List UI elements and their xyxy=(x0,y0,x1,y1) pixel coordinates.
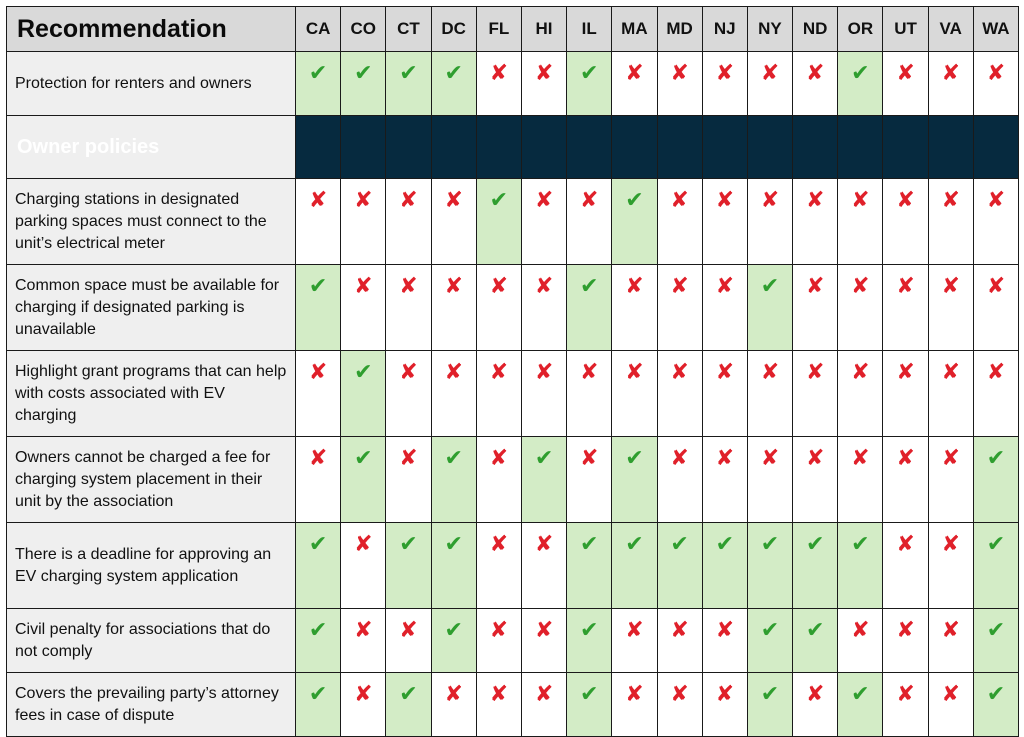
row-label: Civil penalty for associations that do not comply xyxy=(7,609,296,673)
cross-icon: ✘ xyxy=(838,179,883,265)
cross-icon: ✘ xyxy=(973,179,1018,265)
cross-icon: ✘ xyxy=(793,179,838,265)
section-filler-cell xyxy=(838,116,883,179)
header-state-ct: CT xyxy=(386,7,431,52)
section-filler-cell xyxy=(341,116,386,179)
check-icon: ✔ xyxy=(567,265,612,351)
section-filler-cell xyxy=(431,116,476,179)
header-row xyxy=(7,7,1019,52)
cross-icon: ✘ xyxy=(386,265,431,351)
check-icon: ✔ xyxy=(793,523,838,609)
cross-icon: ✘ xyxy=(838,351,883,437)
check-icon: ✔ xyxy=(341,52,386,116)
check-icon: ✔ xyxy=(296,609,341,673)
table-row xyxy=(7,523,1019,609)
cross-icon: ✘ xyxy=(431,265,476,351)
cross-icon: ✘ xyxy=(928,437,973,523)
cross-icon: ✘ xyxy=(973,52,1018,116)
cross-icon: ✘ xyxy=(431,179,476,265)
header-state-ca: CA xyxy=(296,7,341,52)
check-icon: ✔ xyxy=(341,351,386,437)
check-icon: ✔ xyxy=(747,265,792,351)
cross-icon: ✘ xyxy=(883,673,928,737)
cross-icon: ✘ xyxy=(928,52,973,116)
cross-icon: ✘ xyxy=(612,673,657,737)
cross-icon: ✘ xyxy=(567,351,612,437)
section-filler-cell xyxy=(702,116,747,179)
cross-icon: ✘ xyxy=(657,437,702,523)
check-icon: ✔ xyxy=(838,52,883,116)
check-icon: ✔ xyxy=(747,609,792,673)
check-icon: ✔ xyxy=(973,673,1018,737)
check-icon: ✔ xyxy=(973,609,1018,673)
header-state-fl: FL xyxy=(476,7,521,52)
cross-icon: ✘ xyxy=(612,609,657,673)
policy-table-wrapper xyxy=(6,6,1019,737)
check-icon: ✔ xyxy=(612,523,657,609)
cross-icon: ✘ xyxy=(793,351,838,437)
check-icon: ✔ xyxy=(386,523,431,609)
cross-icon: ✘ xyxy=(747,52,792,116)
cross-icon: ✘ xyxy=(431,351,476,437)
check-icon: ✔ xyxy=(612,437,657,523)
row-label: Highlight grant programs that can help with costs associated with EV charging xyxy=(7,351,296,437)
header-state-co: CO xyxy=(341,7,386,52)
check-icon: ✔ xyxy=(838,673,883,737)
check-icon: ✔ xyxy=(521,437,566,523)
check-icon: ✔ xyxy=(747,673,792,737)
cross-icon: ✘ xyxy=(521,351,566,437)
table-row xyxy=(7,52,1019,116)
cross-icon: ✘ xyxy=(928,673,973,737)
cross-icon: ✘ xyxy=(883,609,928,673)
cross-icon: ✘ xyxy=(657,351,702,437)
cross-icon: ✘ xyxy=(657,265,702,351)
cross-icon: ✘ xyxy=(838,609,883,673)
cross-icon: ✘ xyxy=(476,351,521,437)
header-title: Recommendation xyxy=(7,7,296,52)
section-filler-cell xyxy=(567,116,612,179)
cross-icon: ✘ xyxy=(883,351,928,437)
table-row xyxy=(7,437,1019,523)
cross-icon: ✘ xyxy=(521,523,566,609)
check-icon: ✔ xyxy=(747,523,792,609)
section-filler-cell xyxy=(521,116,566,179)
section-filler-cell xyxy=(612,116,657,179)
section-filler-cell xyxy=(928,116,973,179)
cross-icon: ✘ xyxy=(386,179,431,265)
row-label: There is a deadline for approving an EV charging system application xyxy=(7,523,296,609)
cross-icon: ✘ xyxy=(476,673,521,737)
row-label: Charging stations in designated parking spaces must connect to the unit’s electrical meter xyxy=(7,179,296,265)
cross-icon: ✘ xyxy=(973,351,1018,437)
header-state-wa: WA xyxy=(973,7,1018,52)
check-icon: ✔ xyxy=(431,437,476,523)
cross-icon: ✘ xyxy=(928,179,973,265)
cross-icon: ✘ xyxy=(612,265,657,351)
section-header-row xyxy=(7,116,1019,179)
cross-icon: ✘ xyxy=(567,437,612,523)
cross-icon: ✘ xyxy=(341,673,386,737)
section-filler-cell xyxy=(747,116,792,179)
cross-icon: ✘ xyxy=(567,179,612,265)
section-filler-cell xyxy=(793,116,838,179)
cross-icon: ✘ xyxy=(883,179,928,265)
cross-icon: ✘ xyxy=(341,179,386,265)
section-filler-cell xyxy=(296,116,341,179)
check-icon: ✔ xyxy=(386,673,431,737)
check-icon: ✔ xyxy=(838,523,883,609)
cross-icon: ✘ xyxy=(793,673,838,737)
check-icon: ✔ xyxy=(567,609,612,673)
cross-icon: ✘ xyxy=(793,265,838,351)
check-icon: ✔ xyxy=(973,437,1018,523)
cross-icon: ✘ xyxy=(793,437,838,523)
cross-icon: ✘ xyxy=(476,523,521,609)
cross-icon: ✘ xyxy=(341,265,386,351)
check-icon: ✔ xyxy=(657,523,702,609)
header-state-or: OR xyxy=(838,7,883,52)
cross-icon: ✘ xyxy=(702,609,747,673)
cross-icon: ✘ xyxy=(521,265,566,351)
cross-icon: ✘ xyxy=(702,179,747,265)
cross-icon: ✘ xyxy=(521,179,566,265)
cross-icon: ✘ xyxy=(341,523,386,609)
cross-icon: ✘ xyxy=(476,52,521,116)
row-label: Common space must be available for charging if designated parking is unavailable xyxy=(7,265,296,351)
check-icon: ✔ xyxy=(296,673,341,737)
section-title: Owner policies xyxy=(7,116,296,179)
cross-icon: ✘ xyxy=(838,265,883,351)
check-icon: ✔ xyxy=(793,609,838,673)
cross-icon: ✘ xyxy=(702,673,747,737)
cross-icon: ✘ xyxy=(928,265,973,351)
cross-icon: ✘ xyxy=(883,52,928,116)
check-icon: ✔ xyxy=(973,523,1018,609)
cross-icon: ✘ xyxy=(657,609,702,673)
cross-icon: ✘ xyxy=(612,351,657,437)
check-icon: ✔ xyxy=(567,673,612,737)
check-icon: ✔ xyxy=(567,52,612,116)
cross-icon: ✘ xyxy=(702,265,747,351)
check-icon: ✔ xyxy=(341,437,386,523)
cross-icon: ✘ xyxy=(476,265,521,351)
cross-icon: ✘ xyxy=(386,437,431,523)
section-filler-cell xyxy=(386,116,431,179)
header-state-va: VA xyxy=(928,7,973,52)
cross-icon: ✘ xyxy=(476,609,521,673)
check-icon: ✔ xyxy=(476,179,521,265)
cross-icon: ✘ xyxy=(702,351,747,437)
cross-icon: ✘ xyxy=(747,351,792,437)
table-row xyxy=(7,351,1019,437)
cross-icon: ✘ xyxy=(341,609,386,673)
cross-icon: ✘ xyxy=(657,673,702,737)
cross-icon: ✘ xyxy=(657,179,702,265)
cross-icon: ✘ xyxy=(521,609,566,673)
header-state-nd: ND xyxy=(793,7,838,52)
table-row xyxy=(7,179,1019,265)
cross-icon: ✘ xyxy=(928,351,973,437)
header-state-md: MD xyxy=(657,7,702,52)
cross-icon: ✘ xyxy=(296,351,341,437)
check-icon: ✔ xyxy=(386,52,431,116)
cross-icon: ✘ xyxy=(928,609,973,673)
header-state-dc: DC xyxy=(431,7,476,52)
table-row xyxy=(7,673,1019,737)
cross-icon: ✘ xyxy=(973,265,1018,351)
header-state-ut: UT xyxy=(883,7,928,52)
check-icon: ✔ xyxy=(431,523,476,609)
cross-icon: ✘ xyxy=(296,437,341,523)
cross-icon: ✘ xyxy=(883,437,928,523)
check-icon: ✔ xyxy=(296,265,341,351)
check-icon: ✔ xyxy=(567,523,612,609)
cross-icon: ✘ xyxy=(386,609,431,673)
cross-icon: ✘ xyxy=(747,179,792,265)
section-filler-cell xyxy=(476,116,521,179)
cross-icon: ✘ xyxy=(838,437,883,523)
check-icon: ✔ xyxy=(431,52,476,116)
check-icon: ✔ xyxy=(702,523,747,609)
check-icon: ✔ xyxy=(431,609,476,673)
section-filler-cell xyxy=(973,116,1018,179)
cross-icon: ✘ xyxy=(386,351,431,437)
header-state-nj: NJ xyxy=(702,7,747,52)
header-state-hi: HI xyxy=(521,7,566,52)
cross-icon: ✘ xyxy=(431,673,476,737)
row-label: Owners cannot be charged a fee for charging system placement in their unit by the association xyxy=(7,437,296,523)
cross-icon: ✘ xyxy=(883,265,928,351)
table-row xyxy=(7,265,1019,351)
cross-icon: ✘ xyxy=(476,437,521,523)
header-state-ny: NY xyxy=(747,7,792,52)
cross-icon: ✘ xyxy=(521,673,566,737)
cross-icon: ✘ xyxy=(928,523,973,609)
cross-icon: ✘ xyxy=(883,523,928,609)
policy-comparison-table xyxy=(6,6,1019,737)
cross-icon: ✘ xyxy=(657,52,702,116)
cross-icon: ✘ xyxy=(521,52,566,116)
table-row xyxy=(7,609,1019,673)
row-label: Protection for renters and owners xyxy=(7,52,296,116)
section-filler-cell xyxy=(883,116,928,179)
cross-icon: ✘ xyxy=(793,52,838,116)
check-icon: ✔ xyxy=(612,179,657,265)
cross-icon: ✘ xyxy=(702,52,747,116)
check-icon: ✔ xyxy=(296,52,341,116)
cross-icon: ✘ xyxy=(296,179,341,265)
section-filler-cell xyxy=(657,116,702,179)
cross-icon: ✘ xyxy=(612,52,657,116)
row-label: Covers the prevailing party’s attorney fees in case of dispute xyxy=(7,673,296,737)
cross-icon: ✘ xyxy=(747,437,792,523)
check-icon: ✔ xyxy=(296,523,341,609)
cross-icon: ✘ xyxy=(702,437,747,523)
header-state-ma: MA xyxy=(612,7,657,52)
header-state-il: IL xyxy=(567,7,612,52)
table-body xyxy=(7,52,1019,737)
